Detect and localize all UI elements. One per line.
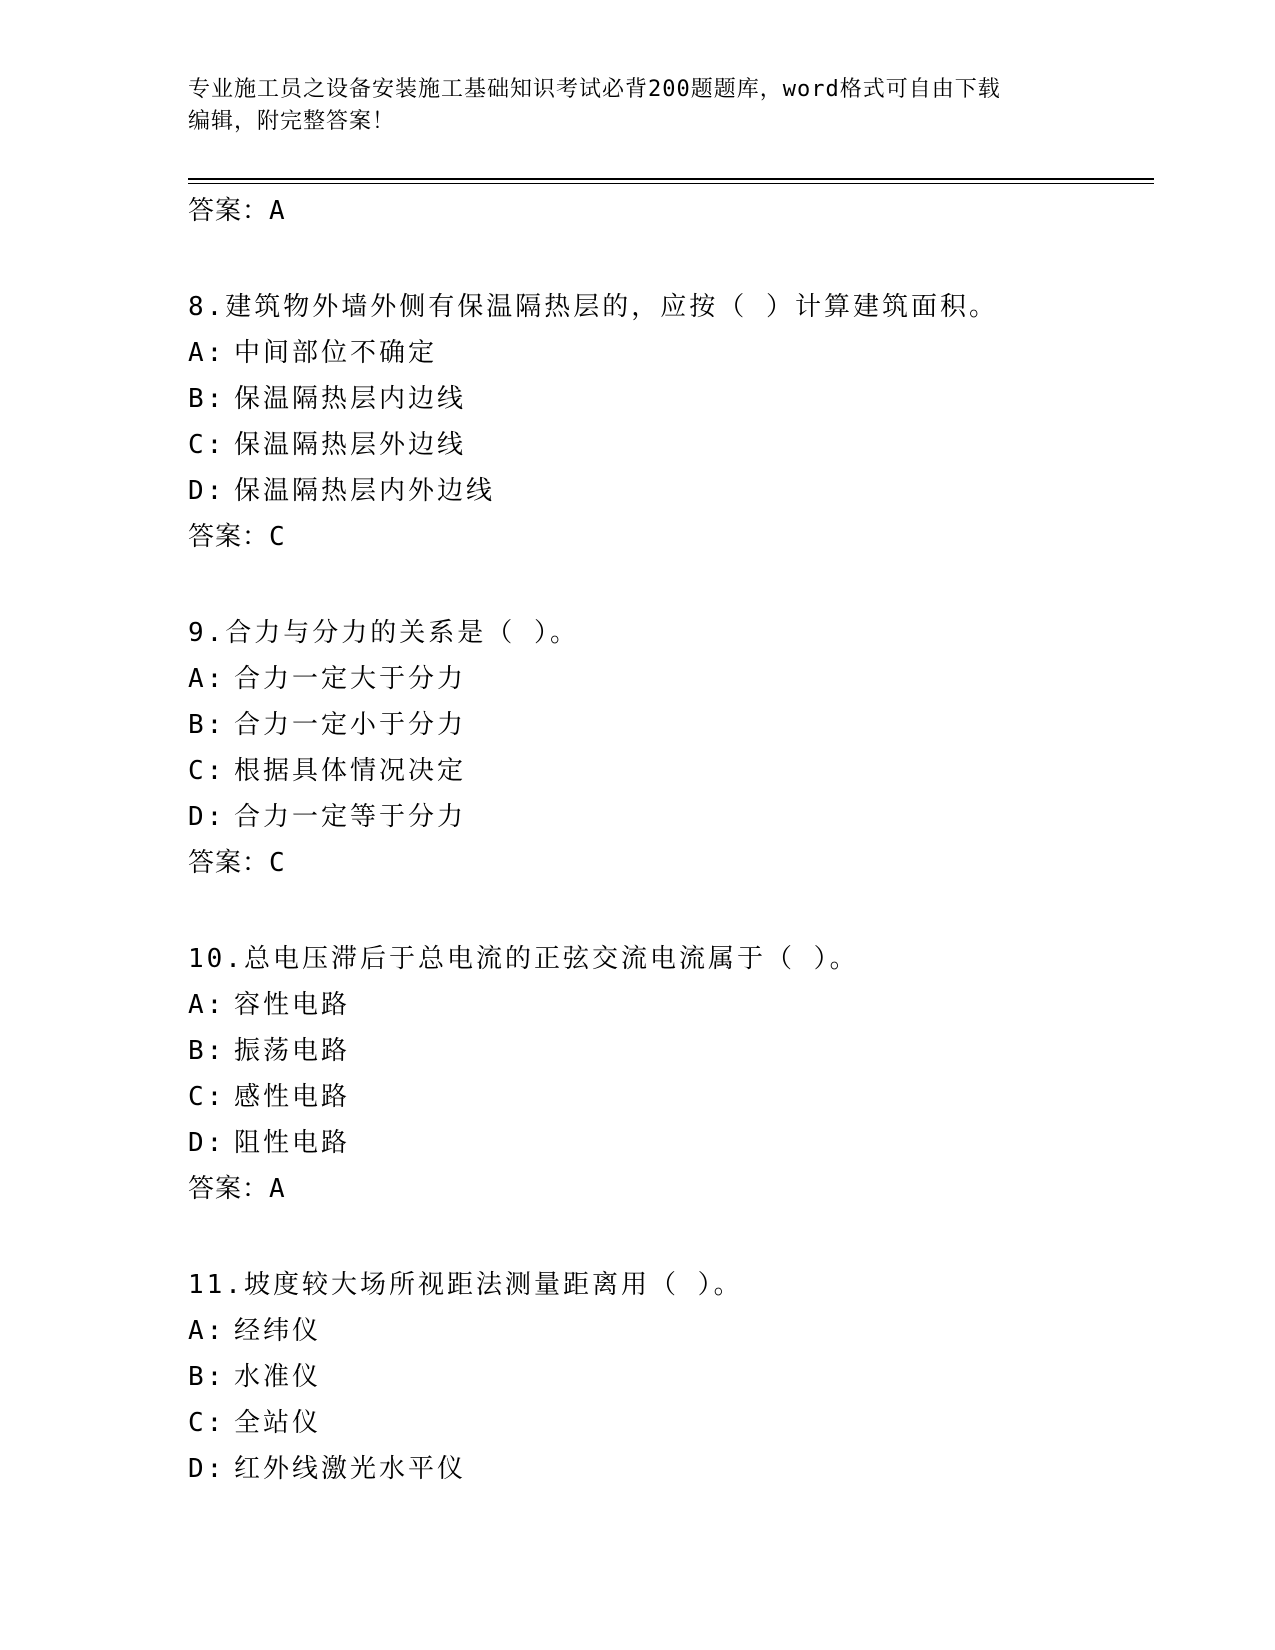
- question-item: [188, 284, 1148, 560]
- option-d: [188, 1446, 1148, 1492]
- option-c: [188, 748, 1148, 794]
- option-text: 红外线激光水平仪: [234, 1454, 467, 1484]
- option-letter: C:: [188, 430, 226, 460]
- option-text: 保温隔热层外边线: [234, 430, 467, 460]
- option-text: 经纬仪: [234, 1316, 322, 1346]
- option-text: 保温隔热层内边线: [234, 384, 467, 414]
- option-text: 容性电路: [234, 990, 351, 1020]
- option-letter: D:: [188, 1454, 226, 1484]
- header-line-1: 专业施工员之设备安装施工基础知识考试必背200题题库，word格式可自由下载: [188, 77, 1001, 102]
- header-rule-thick: [188, 178, 1154, 180]
- question-stem: 9.合力与分力的关系是（ ）。: [188, 618, 579, 648]
- option-text: 根据具体情况决定: [234, 756, 467, 786]
- option-letter: D:: [188, 802, 226, 832]
- option-letter: D:: [188, 1128, 226, 1158]
- question-list: [188, 188, 1148, 1492]
- answer-line: 答案：A: [188, 196, 286, 226]
- question-item: [188, 610, 1148, 886]
- option-text: 合力一定大于分力: [234, 664, 467, 694]
- answer-line: 答案：C: [188, 848, 286, 878]
- option-a: [188, 656, 1148, 702]
- option-b: [188, 1028, 1148, 1074]
- option-text: 合力一定等于分力: [234, 802, 467, 832]
- question-item: [188, 1262, 1148, 1492]
- option-letter: C:: [188, 1408, 226, 1438]
- option-a: [188, 1308, 1148, 1354]
- option-letter: D:: [188, 476, 226, 506]
- header-rule-thin: [188, 183, 1154, 184]
- option-letter: B:: [188, 1036, 226, 1066]
- option-letter: B:: [188, 1362, 226, 1392]
- option-text: 感性电路: [234, 1082, 351, 1112]
- option-text: 振荡电路: [234, 1036, 351, 1066]
- question-stem: 8.建筑物外墙外侧有保温隔热层的，应按（ ）计算建筑面积。: [188, 292, 998, 322]
- option-c: [188, 422, 1148, 468]
- option-d: [188, 794, 1148, 840]
- option-letter: C:: [188, 1082, 226, 1112]
- document-header: [188, 74, 1068, 138]
- option-c: [188, 1074, 1148, 1120]
- option-b: [188, 376, 1148, 422]
- answer-line: 答案：A: [188, 1174, 286, 1204]
- option-letter: A:: [188, 990, 226, 1020]
- option-text: 水准仪: [234, 1362, 322, 1392]
- option-letter: A:: [188, 664, 226, 694]
- option-letter: B:: [188, 710, 226, 740]
- option-a: [188, 330, 1148, 376]
- option-c: [188, 1400, 1148, 1446]
- option-text: 保温隔热层内外边线: [234, 476, 496, 506]
- option-text: 合力一定小于分力: [234, 710, 467, 740]
- option-d: [188, 1120, 1148, 1166]
- question-stem: 11.坡度较大场所视距法测量距离用（ ）。: [188, 1270, 743, 1300]
- option-b: [188, 702, 1148, 748]
- option-letter: C:: [188, 756, 226, 786]
- option-a: [188, 982, 1148, 1028]
- option-letter: A:: [188, 338, 226, 368]
- option-b: [188, 1354, 1148, 1400]
- question-item: [188, 936, 1148, 1212]
- answer-line: 答案：C: [188, 522, 286, 552]
- option-text: 阻性电路: [234, 1128, 351, 1158]
- option-text: 全站仪: [234, 1408, 322, 1438]
- option-letter: A:: [188, 1316, 226, 1346]
- option-text: 中间部位不确定: [234, 338, 438, 368]
- question-stem: 10.总电压滞后于总电流的正弦交流电流属于（ ）。: [188, 944, 859, 974]
- option-d: [188, 468, 1148, 514]
- header-line-2: 编辑，附完整答案！: [188, 109, 396, 134]
- option-letter: B:: [188, 384, 226, 414]
